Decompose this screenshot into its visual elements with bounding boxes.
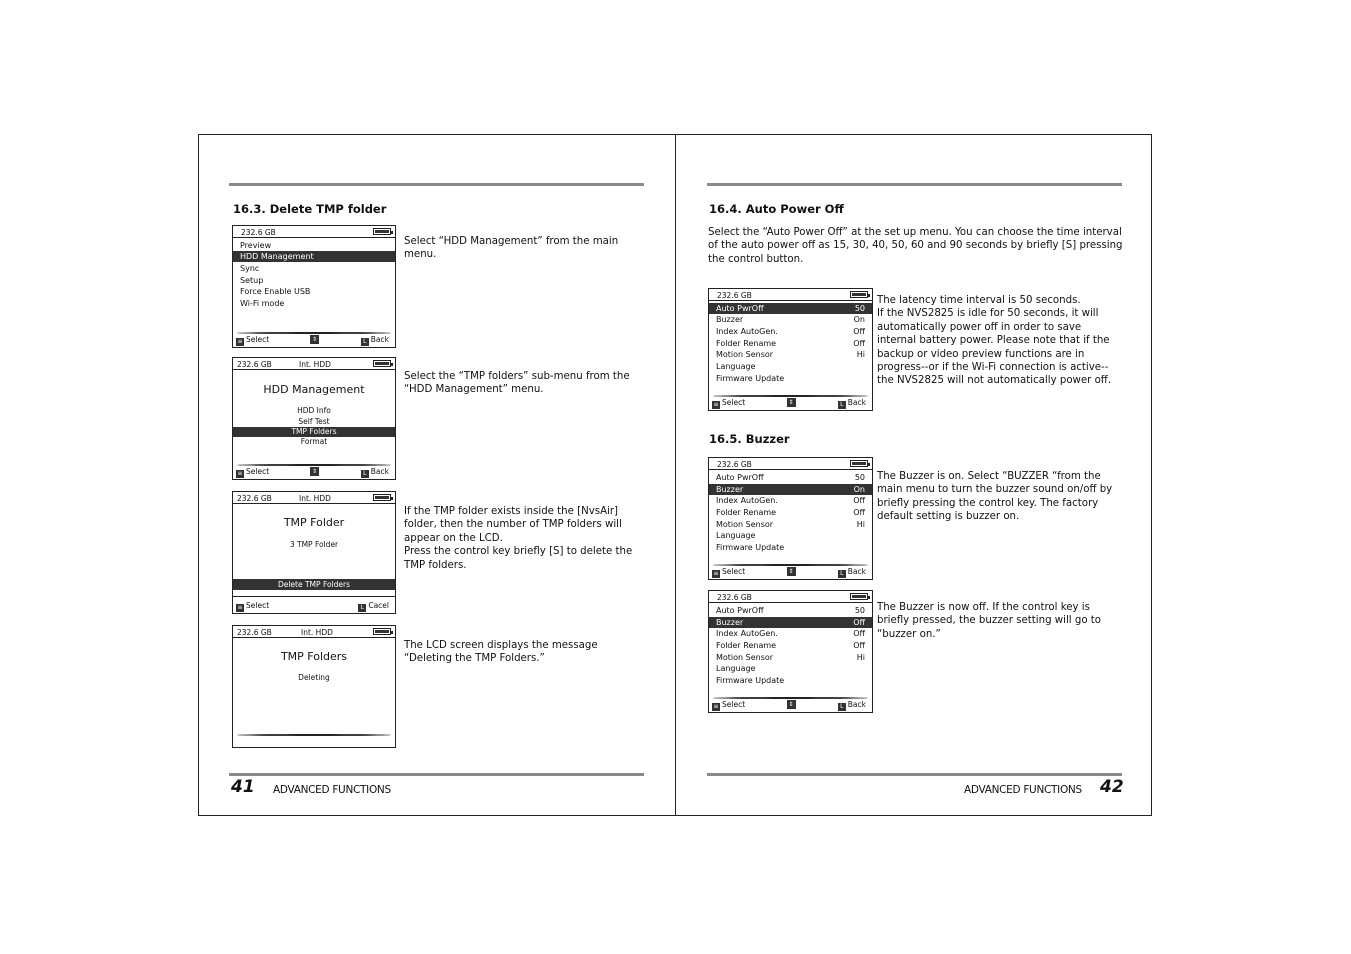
menu-item-hdd-info: HDD Info [297, 406, 331, 415]
lcd-softkeys [233, 598, 395, 613]
bottom-rule-left [229, 773, 644, 776]
row-label: Index AutoGen. [716, 629, 778, 638]
setup-row-auto-pwroff [709, 605, 872, 616]
page-number-left: 41 [231, 777, 255, 797]
lcd-setup-buzzer-on [708, 457, 873, 580]
row-label: Folder Rename [716, 641, 777, 650]
menu-item-preview: Preview [240, 241, 272, 250]
row-value: Off [853, 641, 865, 650]
row-label: Buzzer [716, 315, 744, 324]
section-heading-auto-power-off: 16.4. Auto Power Off [709, 202, 844, 216]
updown-arrow-icon: ⇕ [311, 468, 318, 475]
lcd-deleting [232, 625, 396, 748]
select-softkey: ≡ Select [237, 601, 270, 611]
select-softkey: ≡ Select [713, 398, 746, 408]
footer-separator [233, 596, 395, 597]
row-value: Off [853, 327, 865, 336]
row-value: Hi [856, 653, 865, 662]
menu-item-tmp-folders: TMP Folders [233, 427, 395, 437]
deleting-status: Deleting [298, 673, 330, 682]
row-value: Off [853, 618, 865, 627]
header-separator [233, 637, 395, 638]
step-text-3: If the TMP folder exists inside the [NvsAir] folder, then the number of TMP folders will appear on the LCD. Press the control key briefly [S] to delete the TMP folders. [404, 506, 633, 571]
menu-item-format: Format [300, 437, 328, 446]
setup-row-auto-pwroff [709, 472, 872, 483]
menu-item-wifi-mode: Wi-Fi mode [240, 299, 285, 308]
row-value: On [853, 485, 865, 494]
buzzer-on-description: The Buzzer is on. Select “BUZZER “from the main menu to turn the buzzer sound on/off by briefly pressing the control key. The factory default setting is buzzer on. [877, 471, 1113, 523]
header-separator [709, 602, 872, 603]
row-value: Off [853, 496, 865, 505]
capacity-label: 232.6 GB [237, 628, 272, 637]
setup-row-language [709, 361, 872, 372]
setup-row-firmware-update [709, 373, 872, 384]
buzzer-off-description: The Buzzer is now off. If the control key is briefly pressed, the buzzer setting will go to “buzzer on.” [877, 602, 1102, 640]
setup-row-firmware-update [709, 675, 872, 686]
setup-row-buzzer [709, 484, 872, 495]
menu-item-setup: Setup [240, 276, 264, 285]
select-key-icon: ≡ [237, 470, 243, 477]
screen-title: TMP Folders [280, 650, 348, 663]
select-softkey: ≡ Select [713, 567, 746, 577]
back-softkey: L Back [838, 700, 866, 711]
battery-icon [850, 291, 868, 298]
menu-item-hdd-management: HDD Management [233, 251, 395, 262]
row-label: Index AutoGen. [716, 327, 778, 336]
screen-title: TMP Folder [283, 516, 345, 529]
setup-row-motion-sensor [709, 519, 872, 530]
location-label: Int. HDD [299, 360, 331, 369]
step-text-1: Select “HDD Management” from the main menu. [404, 236, 619, 261]
setup-row-firmware-update [709, 542, 872, 553]
setup-row-auto-pwroff [709, 303, 872, 314]
row-value: 50 [854, 606, 865, 615]
back-softkey: L Back [361, 335, 389, 346]
row-value: On [853, 315, 865, 324]
capacity-label: 232.6 GB [237, 360, 272, 369]
location-label: Int. HDD [301, 628, 333, 637]
row-label: Motion Sensor [716, 350, 774, 359]
setup-row-folder-rename [709, 338, 872, 349]
select-key-icon: ≡ [713, 401, 719, 408]
menu-item-self-test: Self Test [298, 417, 330, 426]
setup-row-language [709, 530, 872, 541]
row-label: Language [716, 362, 756, 371]
row-value: 50 [854, 304, 865, 313]
page-divider [675, 134, 676, 816]
back-key-icon: L [838, 703, 846, 711]
capacity-label: 232.6 GB [717, 593, 752, 602]
select-softkey: ≡ Select [237, 467, 270, 477]
row-label: Language [716, 664, 756, 673]
row-value: Off [853, 339, 865, 348]
bottom-rule-right [707, 773, 1122, 776]
updown-arrow-icon: ⇕ [788, 701, 794, 708]
location-label: Int. HDD [299, 494, 331, 503]
row-label: Firmware Update [716, 374, 785, 383]
back-softkey: L Back [838, 398, 866, 409]
setup-row-index-autogen [709, 326, 872, 337]
setup-row-motion-sensor [709, 349, 872, 360]
setup-row-buzzer [709, 617, 872, 628]
capacity-label: 232.6 GB [241, 228, 276, 237]
capacity-label: 232.6 GB [717, 291, 752, 300]
select-key-icon: ≡ [237, 604, 243, 611]
row-label: Motion Sensor [716, 520, 774, 529]
row-label: Buzzer [716, 618, 744, 627]
lcd-softkeys [233, 332, 395, 347]
updown-arrow-icon: ⇕ [788, 399, 794, 406]
row-label: Index AutoGen. [716, 496, 778, 505]
setup-row-index-autogen [709, 495, 872, 506]
back-key-icon: L [838, 570, 846, 578]
select-key-icon: ≡ [713, 703, 719, 710]
select-key-icon: ≡ [237, 338, 243, 345]
setup-row-folder-rename [709, 507, 872, 518]
section-heading-delete-tmp: 16.3. Delete TMP folder [233, 202, 387, 216]
setup-row-buzzer [709, 314, 872, 325]
row-label: Auto PwrOff [716, 473, 764, 482]
header-separator [709, 300, 872, 301]
setup-row-index-autogen [709, 628, 872, 639]
page-number-right: 42 [1100, 777, 1124, 797]
header-separator [709, 469, 872, 470]
row-label: Auto PwrOff [716, 606, 764, 615]
top-rule-left [229, 183, 644, 186]
lcd-softkeys [709, 697, 872, 712]
lcd-setup-buzzer-off [708, 590, 873, 713]
footer-separator [237, 734, 391, 736]
row-label: Language [716, 531, 756, 540]
battery-icon [850, 593, 868, 600]
header-separator [233, 369, 395, 370]
updown-arrow-icon: ⇕ [311, 336, 318, 343]
menu-item-sync: Sync [240, 264, 260, 273]
row-label: Firmware Update [716, 543, 785, 552]
back-key-icon: L [838, 401, 846, 409]
back-softkey: L Back [361, 467, 389, 478]
header-separator [233, 237, 395, 238]
top-rule-right [707, 183, 1122, 186]
back-key-icon: L [361, 338, 369, 346]
step-text-2: Select the “TMP folders” sub-menu from the “HDD Management” menu. [404, 371, 630, 396]
updown-arrow-icon: ⇕ [788, 568, 794, 575]
footer-label-right: ADVANCED FUNCTIONS [964, 784, 1082, 796]
battery-icon [373, 360, 391, 367]
capacity-label: 232.6 GB [237, 494, 272, 503]
select-softkey: ≡ Select [237, 335, 270, 345]
row-label: Firmware Update [716, 676, 785, 685]
lcd-softkeys [709, 395, 872, 410]
row-label: Folder Rename [716, 339, 777, 348]
tmp-folder-count: 3 TMP Folder [289, 540, 339, 549]
header-separator [233, 503, 395, 504]
row-value: Hi [856, 350, 865, 359]
lcd-hdd-management [232, 357, 396, 480]
row-label: Auto PwrOff [716, 304, 764, 313]
row-label: Buzzer [716, 485, 744, 494]
menu-item-force-enable-usb: Force Enable USB [240, 287, 311, 296]
row-value: Off [853, 508, 865, 517]
row-label: Motion Sensor [716, 653, 774, 662]
setup-row-language [709, 663, 872, 674]
row-value: 50 [854, 473, 865, 482]
row-label: Folder Rename [716, 508, 777, 517]
row-value: Off [853, 629, 865, 638]
delete-tmp-folders-option: Delete TMP Folders [233, 579, 395, 590]
back-key-icon: L [361, 470, 369, 478]
cancel-key-icon: L [358, 604, 366, 612]
step-text-4: The LCD screen displays the message “Deleting the TMP Folders.” [404, 640, 598, 665]
auto-power-intro: Select the “Auto Power Off” at the set up menu. You can choose the time interval of the auto power off as 15, 30, 40, 50, 60 and 90 seconds by briefly [S] pressing the control button. [708, 227, 1123, 265]
row-value: Hi [856, 520, 865, 529]
battery-icon [373, 628, 391, 635]
section-heading-buzzer: 16.5. Buzzer [709, 432, 790, 446]
lcd-softkeys [709, 564, 872, 579]
screen-title: HDD Management [263, 383, 365, 396]
lcd-softkeys [233, 464, 395, 479]
select-key-icon: ≡ [713, 570, 719, 577]
back-softkey: L Back [838, 567, 866, 578]
lcd-main-menu [232, 225, 396, 348]
setup-row-folder-rename [709, 640, 872, 651]
lcd-tmp-folder [232, 491, 396, 614]
lcd-setup-auto-pwroff [708, 288, 873, 411]
footer-label-left: ADVANCED FUNCTIONS [273, 784, 391, 796]
capacity-label: 232.6 GB [717, 460, 752, 469]
battery-icon [850, 460, 868, 467]
battery-icon [373, 494, 391, 501]
select-softkey: ≡ Select [713, 700, 746, 710]
cancel-softkey: L Cacel [358, 601, 389, 612]
battery-icon [373, 228, 391, 235]
setup-row-motion-sensor [709, 652, 872, 663]
auto-power-description: The latency time interval is 50 seconds. If the NVS2825 is idle for 50 seconds, it will automatically power off in order to save internal battery power. Please note that if the backup or video preview functions are in progress--or if the Wi-Fi connection is active--the NVS2825 will not automatically power off. [877, 295, 1112, 387]
